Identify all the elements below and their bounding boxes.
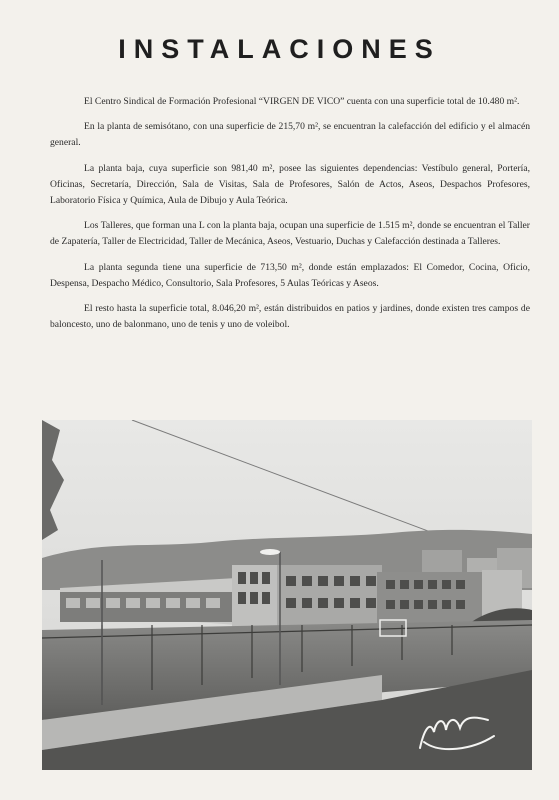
body-text (50, 94, 530, 342)
paragraph-planta-baja: La planta baja, cuya superficie son 981,40 m², posee las siguientes dependencias: Vestíbulo general, Portería, Oficinas, Secretaría, Dirección, Sala de Visitas, Sala de Profesores, Salón de Actos, Aseos, Despachos Profesores, Laboratorio Física y Química, Aula de Dibujo y Aula Teórica. (50, 162, 530, 207)
paragraph-intro: El Centro Sindical de Formación Profesional “VIRGEN DE VICO” cuenta con una superficie total de 10.480 m². (84, 96, 520, 107)
photo-illustration (42, 420, 532, 770)
paragraph-semisotano: En la planta de semisótano, con una superficie de 215,70 m², se encuentran la calefacción del edificio y el almacén general. (50, 121, 530, 149)
paragraph-talleres: Los Talleres, que forman una L con la planta baja, ocupan una superficie de 1.515 m², donde se encuentran el Taller de Zapatería, Taller de Electricidad, Taller de Mecánica, Aseos, Vestuario, Duchas y Calefacción destinada a Talleres. (50, 220, 530, 248)
page-title: INSTALACIONES (118, 34, 441, 64)
facility-photo (42, 420, 532, 770)
paragraph-resto: El resto hasta la superficie total, 8.046,20 m², están distribuidos en patios y jardines, donde existen tres campos de baloncesto, uno de balonmano, uno de tenis y uno de voleibol. (50, 303, 530, 331)
lamp-head (260, 549, 280, 555)
paragraph-planta-segunda: La planta segunda tiene una superficie de 713,50 m², donde están emplazados: El Comedor, Cocina, Oficio, Despensa, Despacho Médico, Consultorio, Sala Profesores, 5 Aulas Teóricas y Aseos. (50, 261, 530, 289)
